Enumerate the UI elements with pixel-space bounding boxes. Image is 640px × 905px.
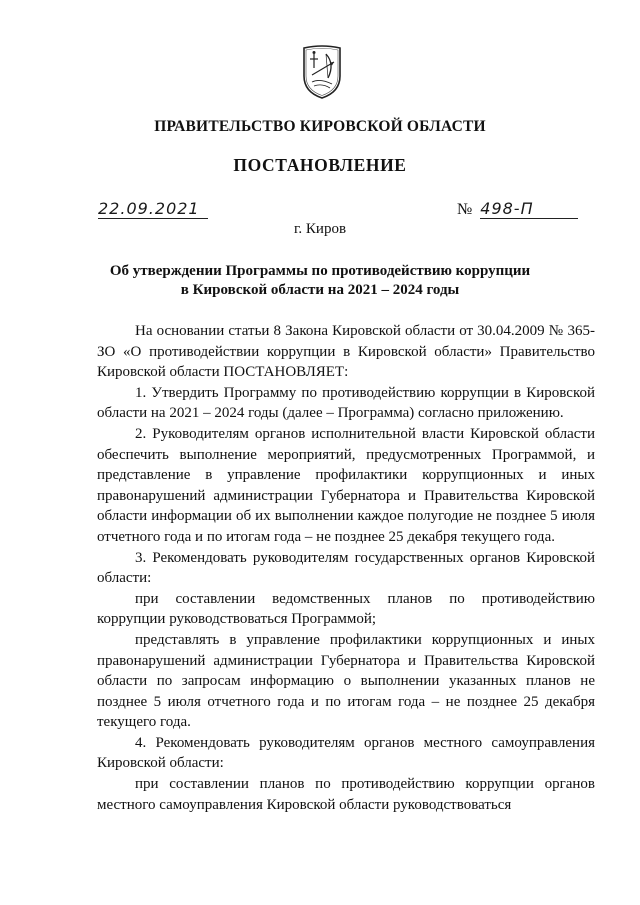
subject-line-2: в Кировской области на 2021 – 2024 годы [180, 282, 460, 298]
coat-of-arms-icon [302, 42, 342, 100]
paragraph-item-3: 3. Рекомендовать руководителям государственных органов Кировской области: [97, 549, 595, 587]
paragraph-item-1: 1. Утвердить Программу по противодействию коррупции в Кировской области на 2021 – 2024 годы (далее – Программа) согласно приложению. [97, 384, 595, 422]
subject-line-1: Об утверждении Программы по противодействию коррупции [109, 263, 531, 279]
document-body [97, 321, 595, 815]
document-subject [0, 262, 640, 300]
paragraph-item-4: 4. Рекомендовать руководителям органов местного самоуправления Кировской области: [97, 734, 595, 772]
number-value: 498-П [480, 200, 578, 219]
document-type: ПОСТАНОВЛЕНИЕ [233, 155, 407, 175]
paragraph-item-3-b: представлять в управление профилактики коррупционных и иных правонарушений администрации Губернатора и Правительства Кировской области по запросам информацию о выполнении указанных планов не позднее 5 июля отчетного года и по итогам года – не позднее 25 декабря текущего года. [97, 631, 595, 731]
paragraph-item-2: 2. Руководителям органов исполнительной власти Кировской области обеспечить выполнение мероприятий, предусмотренных Программой, и представление в управление профилактики коррупционных и иных правонарушений администрации Губернатора и Правительства Кировской области информации об их выполнении каждое полугодие не позднее 5 июля отчетного года и по итогам года – не позднее 25 декабря текущего года. [97, 425, 595, 545]
city: г. Киров [293, 221, 347, 237]
paragraph-preamble: На основании статьи 8 Закона Кировской области от 30.04.2009 № 365-ЗО «О противодействии коррупции в Кировской области» Правительство Кировской области ПОСТАНОВЛЯЕТ: [97, 323, 595, 381]
government-name: ПРАВИТЕЛЬСТВО КИРОВСКОЙ ОБЛАСТИ [154, 118, 486, 135]
number-sign: № [457, 201, 473, 218]
paragraph-item-4-a: при составлении планов по противодействию коррупции органов местного самоуправления Кировской области руководствоваться [97, 776, 595, 813]
document-date: 22.09.2021 [98, 200, 208, 219]
paragraph-item-3-a: при составлении ведомственных планов по противодействию коррупции руководствоваться Программой; [97, 590, 595, 628]
document-number [457, 200, 578, 219]
